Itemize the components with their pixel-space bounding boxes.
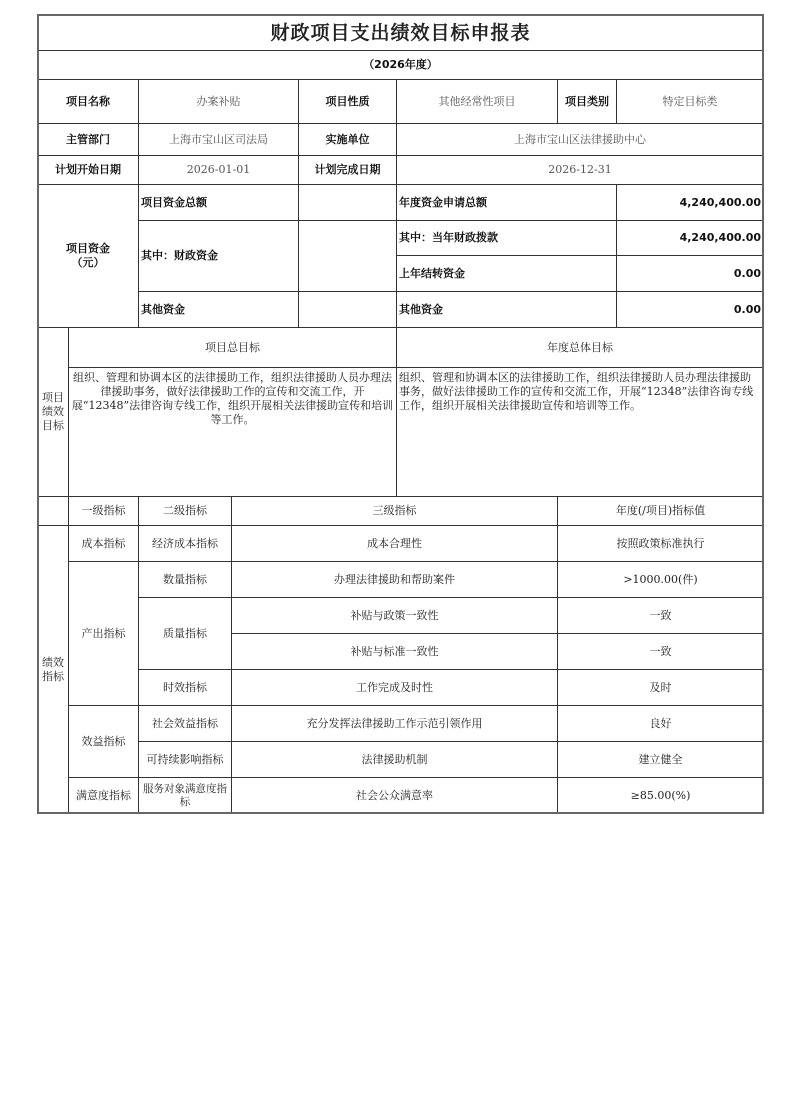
level2-cell: 经济成本指标: [138, 525, 232, 562]
value-cell: 一致: [557, 633, 764, 670]
level3-cell: 充分发挥法律援助工作示范引领作用: [231, 705, 558, 742]
annual-other-value: 0.00: [616, 291, 764, 328]
level3-cell: 法律援助机制: [231, 741, 558, 778]
value-cell: 及时: [557, 669, 764, 706]
indicators-section-text: 绩效指标: [42, 655, 64, 683]
header-level1: 一级指标: [68, 496, 139, 526]
carryover-label: 上年结转资金: [396, 255, 617, 292]
project-name-label: 项目名称: [37, 79, 139, 124]
other-funds-value: [298, 291, 397, 328]
level3-cell: 补贴与政策一致性: [231, 597, 558, 634]
form-subtitle: （2026年度）: [37, 50, 764, 80]
start-date-value: 2026-01-01: [138, 155, 299, 185]
level2-cell: 服务对象满意度指标: [138, 777, 232, 814]
overall-goal-header: 项目总目标: [68, 327, 397, 368]
value-cell: >1000.00(件): [557, 561, 764, 598]
header-value: 年度(/项目)指标值: [557, 496, 764, 526]
value-cell: ≥85.00(%): [557, 777, 764, 814]
level2-cell: 可持续影响指标: [138, 741, 232, 778]
dept-value: 上海市宝山区司法局: [138, 123, 299, 156]
level1-cost: 成本指标: [68, 525, 139, 562]
annual-total-value: 4,240,400.00: [616, 184, 764, 221]
annual-total-label: 年度资金申请总额: [396, 184, 617, 221]
current-fiscal-label: 其中：当年财政拨款: [396, 220, 617, 256]
funds-label-line1: 项目资金: [66, 242, 110, 255]
overall-goal-text: 组织、管理和协调本区的法律援助工作，组织法律援助人员办理法律援助事务，做好法律援助工作的宣传和交流工作，开展“12348”法律咨询专线工作，组织开展相关法律援助宣传和培训等工作。: [68, 367, 397, 497]
level2-cell: 社会效益指标: [138, 705, 232, 742]
fiscal-funds-label: 其中：财政资金: [138, 220, 299, 292]
level3-cell: 办理法律援助和帮助案件: [231, 561, 558, 598]
level2-cell: 时效指标: [138, 669, 232, 706]
value-cell: 按照政策标准执行: [557, 525, 764, 562]
start-date-label: 计划开始日期: [37, 155, 139, 185]
level3-cell: 成本合理性: [231, 525, 558, 562]
form-title: 财政项目支出绩效目标申报表: [37, 14, 764, 51]
annual-other-label: 其他资金: [396, 291, 617, 328]
impl-unit-label: 实施单位: [298, 123, 397, 156]
end-date-label: 计划完成日期: [298, 155, 397, 185]
annual-goal-header: 年度总体目标: [396, 327, 764, 368]
annual-goal-text: 组织、管理和协调本区的法律援助工作，组织法律援助人员办理法律援助事务，做好法律援助工作的宣传和交流工作，开展“12348”法律咨询专线工作，组织开展相关法律援助宣传和培训等工作。: [396, 367, 764, 497]
goals-section-text: 项目绩效目标: [42, 391, 64, 432]
total-funds-label: 项目资金总额: [138, 184, 299, 221]
project-nature-label: 项目性质: [298, 79, 397, 124]
other-funds-label: 其他资金: [138, 291, 299, 328]
level1-output: 产出指标: [68, 561, 139, 706]
dept-label: 主管部门: [37, 123, 139, 156]
carryover-value: 0.00: [616, 255, 764, 292]
project-category-label: 项目类别: [557, 79, 617, 124]
level2-cell: 质量指标: [138, 597, 232, 670]
level3-cell: 补贴与标准一致性: [231, 633, 558, 670]
current-fiscal-value: 4,240,400.00: [616, 220, 764, 256]
project-name-value: 办案补贴: [138, 79, 299, 124]
level1-benefit: 效益指标: [68, 705, 139, 778]
end-date-value: 2026-12-31: [396, 155, 764, 185]
project-nature-value: 其他经常性项目: [396, 79, 558, 124]
funds-label-line2: （元）: [71, 256, 105, 269]
header-level2: 二级指标: [138, 496, 232, 526]
fiscal-funds-value: [298, 220, 397, 292]
total-funds-value: [298, 184, 397, 221]
indicator-header-blank: [37, 496, 69, 526]
level1-satisfaction: 满意度指标: [68, 777, 139, 814]
value-cell: 建立健全: [557, 741, 764, 778]
value-cell: 一致: [557, 597, 764, 634]
project-category-value: 特定目标类: [616, 79, 764, 124]
level3-cell: 社会公众满意率: [231, 777, 558, 814]
indicators-section-label: [37, 525, 69, 814]
funds-section-label: [37, 184, 139, 328]
level3-cell: 工作完成及时性: [231, 669, 558, 706]
value-cell: 良好: [557, 705, 764, 742]
level2-cell: 数量指标: [138, 561, 232, 598]
impl-unit-value: 上海市宝山区法律援助中心: [396, 123, 764, 156]
goals-section-label: [37, 327, 69, 497]
header-level3: 三级指标: [231, 496, 558, 526]
